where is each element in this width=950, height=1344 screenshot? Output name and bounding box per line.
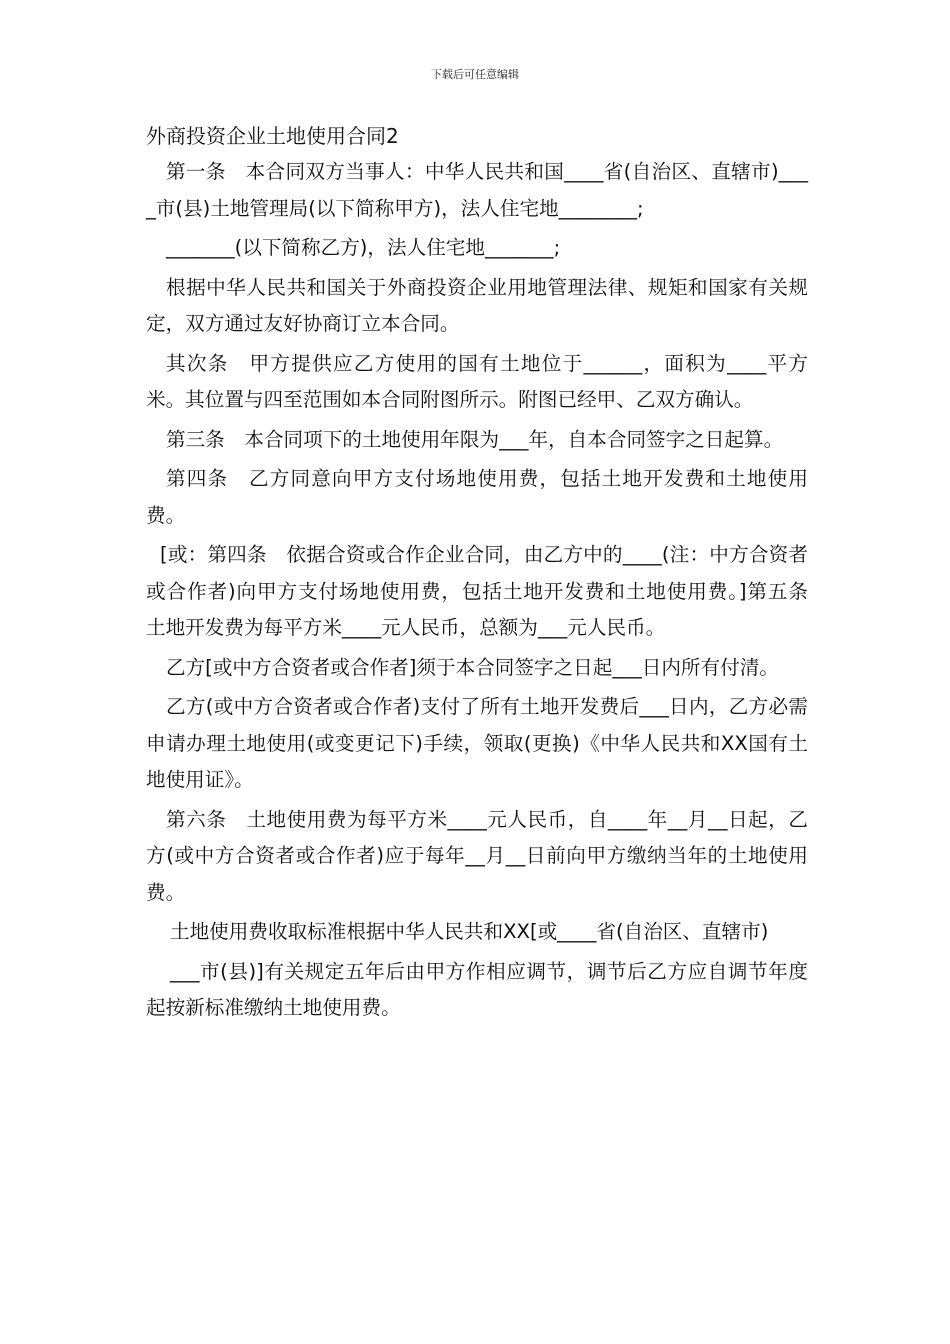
- paragraph-article-6: 第六条 土地使用费为每平方米____元人民币，自____年__月__日起，乙方(或中方合资者或合作者)应于每年__月__日前向甲方缴纳当年的土地使用费。: [146, 807, 808, 904]
- paragraph-article-1: 第一条 本合同双方当事人：中华人民共和国____省(自治区、直辖市)____市(县)土地管理局(以下简称甲方)，法人住宅地________;: [146, 160, 808, 220]
- paragraph-fee-adjustment: ___市(县)]有关规定五年后由甲方作相应调节，调节后乙方应自调节年度起按新标准缴纳土地使用费。: [146, 959, 808, 1019]
- paragraph-article-2: 其次条 甲方提供应乙方使用的国有土地位于______，面积为____平方米。其位置与四至范围如本合同附图所示。附图已经甲、乙双方确认。: [146, 351, 808, 411]
- document-body: [146, 118, 828, 1030]
- paragraph-article-3: 第三条 本合同项下的土地使用年限为___年，自本合同签字之日起算。: [166, 427, 784, 451]
- page-header-note: 下载后可任意编辑: [431, 68, 519, 81]
- paragraph-basis: 根据中华人民共和国关于外商投资企业用地管理法律、规矩和国家有关规定，双方通过友好协商订立本合同。: [146, 275, 808, 335]
- paragraph-payment-deadline: 乙方[或中方合资者或合作者]须于本合同签字之日起___日内所有付清。: [166, 655, 779, 679]
- paragraph-article-4-alt-and-5: [或：第四条 依据合资或合作企业合同，由乙方中的____(注：中方合资者或合作者)向甲方支付场地使用费，包括土地开发费和土地使用费。]第五条 土地开发费为每平方米____元人民币，总额为___元人民币。: [146, 543, 828, 639]
- paragraph-registration: 乙方(或中方合资者或合作者)支付了所有土地开发费后___日内，乙方必需申请办理土地使用(或变更记下)手续，领取(更换)《中华人民共和XX国有土地使用证》。: [146, 695, 808, 791]
- paragraph-fee-standard: 土地使用费收取标准根据中华人民共和XX[或____省(自治区、直辖市): [170, 920, 769, 943]
- paragraph-party-b: _______(以下简称乙方)，法人住宅地_______;: [166, 236, 561, 259]
- paragraph-article-4: 第四条 乙方同意向甲方支付场地使用费，包括土地开发费和土地使用费。: [146, 467, 808, 527]
- document-title: 外商投资企业土地使用合同2: [146, 124, 399, 148]
